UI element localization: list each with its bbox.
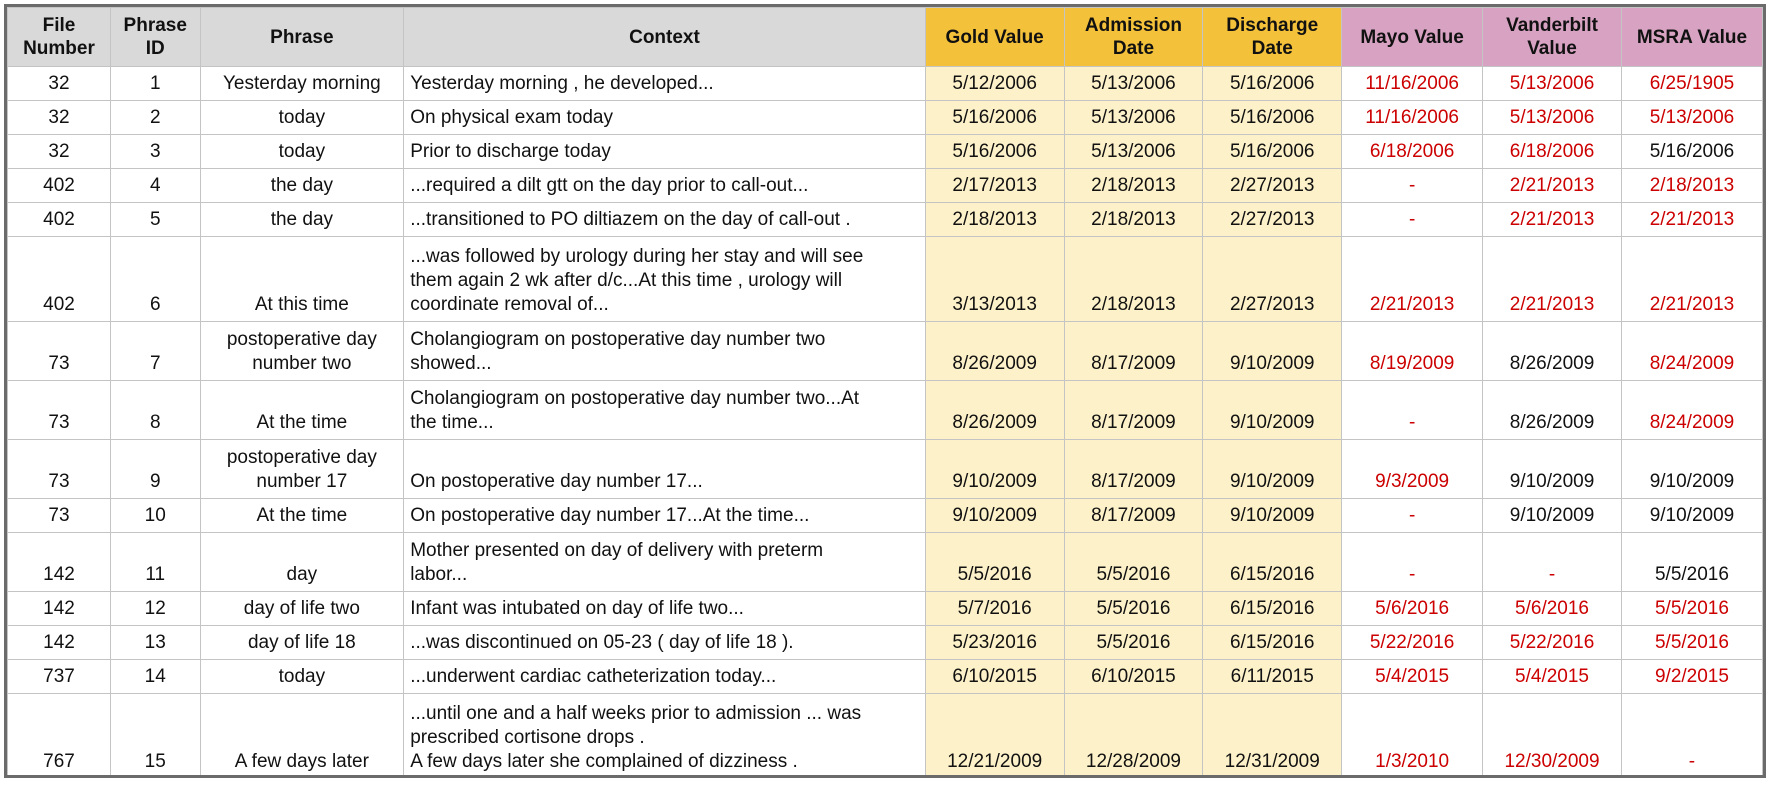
cell-mayo-value: - [1342,533,1483,592]
cell-msra-value: - [1621,694,1762,779]
cell-phrase-id: 6 [110,237,200,322]
context-line: ...was followed by urology during her stay and will see [410,246,864,267]
cell-context [404,135,926,169]
cell-mayo-value: - [1342,203,1483,237]
cell-msra-value: 2/18/2013 [1621,169,1762,203]
cell-phrase: today [200,660,404,694]
cell-vanderbilt-value: 8/26/2009 [1483,381,1622,440]
cell-vanderbilt-value: 2/21/2013 [1483,237,1622,322]
cell-context [404,499,926,533]
cell-phrase-id: 7 [110,322,200,381]
cell-phrase-id: 8 [110,381,200,440]
cell-mayo-value: 5/4/2015 [1342,660,1483,694]
cell-mayo-value: 11/16/2006 [1342,101,1483,135]
header-vanderbilt-value: Vanderbilt Value [1483,8,1622,67]
cell-file-number: 402 [8,237,111,322]
header-phrase-id: Phrase ID [110,8,200,67]
context-line: Prior to discharge today [410,141,611,162]
cell-phrase: the day [200,203,404,237]
header-gold-value: Gold Value [925,8,1064,67]
cell-file-number: 142 [8,626,111,660]
header-row [8,8,1763,67]
table-row [8,592,1763,626]
cell-mayo-value: 5/6/2016 [1342,592,1483,626]
cell-phrase: day of life 18 [200,626,404,660]
table-row [8,67,1763,101]
cell-phrase: A few days later [200,694,404,779]
cell-phrase-id: 14 [110,660,200,694]
cell-context [404,67,926,101]
cell-admission-date: 8/17/2009 [1064,499,1203,533]
cell-file-number: 32 [8,135,111,169]
cell-vanderbilt-value: 5/13/2006 [1483,101,1622,135]
cell-context [404,101,926,135]
cell-phrase-id: 11 [110,533,200,592]
cell-file-number: 402 [8,203,111,237]
cell-file-number: 73 [8,440,111,499]
table-row [8,660,1763,694]
cell-context [404,381,926,440]
cell-msra-value: 5/5/2016 [1621,592,1762,626]
cell-vanderbilt-value: 9/10/2009 [1483,440,1622,499]
context-line: prescribed cortisone drops . [410,727,645,748]
cell-admission-date: 8/17/2009 [1064,440,1203,499]
context-line: labor... [410,564,468,585]
cell-vanderbilt-value: 5/22/2016 [1483,626,1622,660]
cell-admission-date: 12/28/2009 [1064,694,1203,779]
cell-admission-date: 5/13/2006 [1064,67,1203,101]
cell-phrase-id: 10 [110,499,200,533]
cell-msra-value: 8/24/2009 [1621,381,1762,440]
cell-gold-value: 5/7/2016 [925,592,1064,626]
context-line: On physical exam today [410,107,613,128]
context-line: the time... [410,412,494,433]
cell-phrase-id: 12 [110,592,200,626]
cell-phrase-id: 15 [110,694,200,779]
cell-admission-date: 8/17/2009 [1064,322,1203,381]
cell-file-number: 73 [8,381,111,440]
cell-msra-value: 5/5/2016 [1621,626,1762,660]
header-msra-value: MSRA Value [1621,8,1762,67]
cell-discharge-date: 2/27/2013 [1203,237,1342,322]
cell-vanderbilt-value: 9/10/2009 [1483,499,1622,533]
cell-mayo-value: 8/19/2009 [1342,322,1483,381]
table-row [8,322,1763,381]
cell-discharge-date: 6/15/2016 [1203,592,1342,626]
table-row [8,237,1763,322]
cell-vanderbilt-value: 5/13/2006 [1483,67,1622,101]
cell-phrase-id: 13 [110,626,200,660]
table-row [8,101,1763,135]
context-line: Infant was intubated on day of life two... [410,598,744,619]
cell-vanderbilt-value: 12/30/2009 [1483,694,1622,779]
context-line: Cholangiogram on postoperative day number two...At [410,388,860,409]
cell-admission-date: 2/18/2013 [1064,169,1203,203]
cell-mayo-value: 6/18/2006 [1342,135,1483,169]
cell-mayo-value: - [1342,169,1483,203]
cell-phrase: today [200,135,404,169]
cell-mayo-value: 1/3/2010 [1342,694,1483,779]
cell-context [404,203,926,237]
cell-discharge-date: 9/10/2009 [1203,440,1342,499]
cell-context [404,533,926,592]
cell-discharge-date: 5/16/2006 [1203,135,1342,169]
cell-phrase-id: 2 [110,101,200,135]
cell-context [404,169,926,203]
context-line: A few days later she complained of dizziness . [410,751,798,772]
cell-context [404,322,926,381]
cell-phrase-id: 4 [110,169,200,203]
cell-phrase: At this time [200,237,404,322]
cell-phrase: the day [200,169,404,203]
cell-mayo-value: - [1342,381,1483,440]
context-line: them again 2 wk after d/c...At this time , urology will [410,270,843,291]
cell-context [404,440,926,499]
table-row [8,694,1763,779]
cell-file-number: 767 [8,694,111,779]
cell-gold-value: 5/16/2006 [925,135,1064,169]
cell-file-number: 32 [8,101,111,135]
table-row [8,169,1763,203]
context-line: Cholangiogram on postoperative day number two [410,329,826,350]
cell-file-number: 73 [8,499,111,533]
cell-admission-date: 8/17/2009 [1064,381,1203,440]
cell-discharge-date: 2/27/2013 [1203,169,1342,203]
cell-phrase: At the time [200,381,404,440]
cell-gold-value: 5/5/2016 [925,533,1064,592]
cell-gold-value: 12/21/2009 [925,694,1064,779]
table-body [8,67,1763,779]
cell-phrase-id: 5 [110,203,200,237]
cell-file-number: 737 [8,660,111,694]
cell-discharge-date: 9/10/2009 [1203,499,1342,533]
cell-msra-value: 5/13/2006 [1621,101,1762,135]
cell-discharge-date: 12/31/2009 [1203,694,1342,779]
cell-gold-value: 9/10/2009 [925,440,1064,499]
context-line: ...transitioned to PO diltiazem on the day of call-out . [410,209,851,230]
cell-msra-value: 2/21/2013 [1621,203,1762,237]
cell-gold-value: 5/23/2016 [925,626,1064,660]
context-line: Yesterday morning , he developed... [410,73,714,94]
header-phrase: Phrase [200,8,404,67]
table-row [8,381,1763,440]
cell-phrase-id: 3 [110,135,200,169]
temporal-expression-table-frame [4,4,1766,778]
cell-admission-date: 5/13/2006 [1064,101,1203,135]
cell-discharge-date: 6/15/2016 [1203,533,1342,592]
cell-admission-date: 5/5/2016 [1064,626,1203,660]
cell-vanderbilt-value: 2/21/2013 [1483,203,1622,237]
context-line: showed... [410,353,492,374]
cell-vanderbilt-value: 8/26/2009 [1483,322,1622,381]
header-file-number: File Number [8,8,111,67]
context-line: ...was discontinued on 05-23 ( day of life 18 ). [410,632,794,653]
cell-mayo-value: 5/22/2016 [1342,626,1483,660]
temporal-expression-table [7,7,1763,778]
cell-phrase: day of life two [200,592,404,626]
cell-gold-value: 2/17/2013 [925,169,1064,203]
cell-context [404,694,926,779]
table-row [8,203,1763,237]
cell-phrase: today [200,101,404,135]
cell-msra-value: 9/10/2009 [1621,499,1762,533]
cell-vanderbilt-value: 6/18/2006 [1483,135,1622,169]
cell-gold-value: 8/26/2009 [925,381,1064,440]
cell-gold-value: 3/13/2013 [925,237,1064,322]
context-line: coordinate removal of... [410,294,609,315]
cell-file-number: 142 [8,533,111,592]
cell-vanderbilt-value: 2/21/2013 [1483,169,1622,203]
cell-admission-date: 6/10/2015 [1064,660,1203,694]
cell-discharge-date: 9/10/2009 [1203,322,1342,381]
cell-context [404,626,926,660]
header-context: Context [404,8,926,67]
cell-discharge-date: 5/16/2006 [1203,101,1342,135]
table-row [8,440,1763,499]
cell-gold-value: 5/12/2006 [925,67,1064,101]
cell-gold-value: 5/16/2006 [925,101,1064,135]
context-line: ...required a dilt gtt on the day prior to call-out... [410,175,809,196]
cell-phrase-id: 1 [110,67,200,101]
context-line: On postoperative day number 17...At the time... [410,505,810,526]
cell-vanderbilt-value: - [1483,533,1622,592]
cell-gold-value: 2/18/2013 [925,203,1064,237]
cell-msra-value: 2/21/2013 [1621,237,1762,322]
cell-msra-value: 5/5/2016 [1621,533,1762,592]
cell-file-number: 73 [8,322,111,381]
cell-admission-date: 5/5/2016 [1064,533,1203,592]
cell-msra-value: 9/2/2015 [1621,660,1762,694]
cell-admission-date: 2/18/2013 [1064,237,1203,322]
context-line: ...until one and a half weeks prior to admission ... was [410,703,862,724]
cell-discharge-date: 6/11/2015 [1203,660,1342,694]
cell-context [404,592,926,626]
cell-msra-value: 5/16/2006 [1621,135,1762,169]
cell-phrase-id: 9 [110,440,200,499]
cell-phrase: postoperative day number two [200,322,404,381]
header-discharge-date: Discharge Date [1203,8,1342,67]
cell-mayo-value: - [1342,499,1483,533]
table-row [8,135,1763,169]
cell-discharge-date: 5/16/2006 [1203,67,1342,101]
cell-vanderbilt-value: 5/6/2016 [1483,592,1622,626]
cell-context [404,237,926,322]
context-line: ...underwent cardiac catheterization today... [410,666,777,687]
cell-file-number: 32 [8,67,111,101]
cell-discharge-date: 9/10/2009 [1203,381,1342,440]
cell-phrase: At the time [200,499,404,533]
cell-mayo-value: 2/21/2013 [1342,237,1483,322]
cell-gold-value: 6/10/2015 [925,660,1064,694]
cell-file-number: 402 [8,169,111,203]
cell-mayo-value: 11/16/2006 [1342,67,1483,101]
table-row [8,533,1763,592]
cell-admission-date: 2/18/2013 [1064,203,1203,237]
cell-msra-value: 8/24/2009 [1621,322,1762,381]
cell-admission-date: 5/5/2016 [1064,592,1203,626]
cell-gold-value: 8/26/2009 [925,322,1064,381]
cell-discharge-date: 6/15/2016 [1203,626,1342,660]
context-line: On postoperative day number 17... [410,471,703,492]
cell-gold-value: 9/10/2009 [925,499,1064,533]
cell-msra-value: 9/10/2009 [1621,440,1762,499]
cell-phrase: postoperative day number 17 [200,440,404,499]
cell-mayo-value: 9/3/2009 [1342,440,1483,499]
context-line: Mother presented on day of delivery with preterm [410,540,824,561]
cell-discharge-date: 2/27/2013 [1203,203,1342,237]
cell-msra-value: 6/25/1905 [1621,67,1762,101]
cell-phrase: Yesterday morning [200,67,404,101]
header-mayo-value: Mayo Value [1342,8,1483,67]
header-admission-date: Admission Date [1064,8,1203,67]
cell-context [404,660,926,694]
cell-phrase: day [200,533,404,592]
cell-admission-date: 5/13/2006 [1064,135,1203,169]
table-row [8,626,1763,660]
table-row [8,499,1763,533]
cell-vanderbilt-value: 5/4/2015 [1483,660,1622,694]
cell-file-number: 142 [8,592,111,626]
